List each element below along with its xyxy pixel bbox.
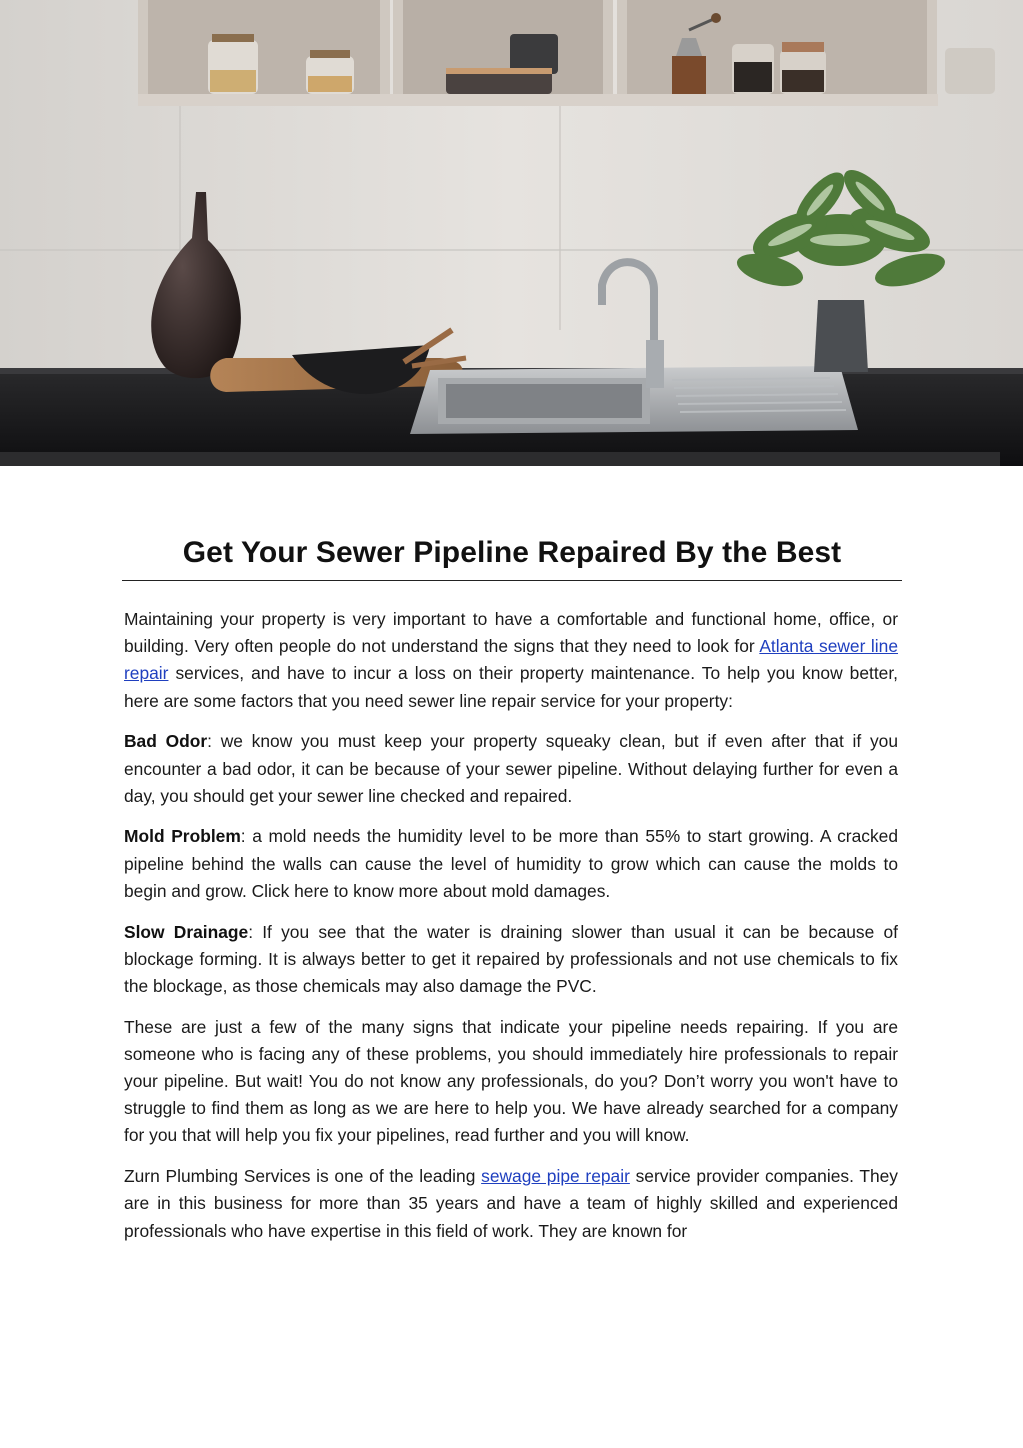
title-divider (122, 580, 902, 581)
intro-text-2: services, and have to incur a loss on their property maintenance. To help you know better, here are some factors that you need sewer line repair service for your property: (124, 663, 898, 711)
sign-term: Slow Drainage (124, 921, 249, 942)
article-title: Get Your Sewer Pipeline Repaired By the Best (182, 536, 842, 569)
zurn-text-2: service provider companies. They are in this business for more than 35 years and have a team of highly skilled and experienced professionals who have expertise in this field of work. They are known for (124, 1166, 898, 1241)
kitchen-sink-illustration (0, 0, 1023, 466)
atlanta-sewer-repair-link[interactable]: Atlanta sewer line repair (124, 636, 899, 684)
sign-text: : a mold needs the humidity level to be more than 55% to start growing. A cracked pipeline behind the walls can cause the level of humidity to grow which can cause the molds to begin and grow. Click here to know more about mold damages. (124, 826, 898, 901)
sign-mold-problem (124, 823, 898, 905)
hero-image (0, 0, 1023, 466)
sign-term: Bad Odor (124, 731, 208, 752)
article-body (124, 606, 898, 1258)
sign-text: : If you see that the water is draining slower than usual it can be because of blockage forming. It is always better to get it repaired by professionals and not use chemicals to fix the blockage, as those chemicals may also damage the PVC. (124, 921, 898, 996)
sign-slow-drainage (124, 919, 898, 1001)
zurn-text-1: Zurn Plumbing Services is one of the leading (124, 1166, 482, 1187)
intro-text-1: Maintaining your property is very important to have a comfortable and functional home, office, or building. Very often people do not understand the signs that they need to look for (124, 609, 898, 657)
zurn-paragraph (124, 1163, 898, 1245)
shelves (138, 0, 995, 106)
sign-term: Mold Problem (124, 826, 241, 847)
help-paragraph: These are just a few of the many signs that indicate your pipeline needs repairing. If you are someone who is facing any of these problems, you should immediately hire professionals to repair your pipeline. But wait! You do not know any professionals, do you? Don’t worry you won't have to struggle to find them as long as we are here to help you. We have already searched for a company for you that will help you fix your pipelines, read further and you will know. (124, 1016, 898, 1146)
sign-text: : we know you must keep your property squeaky clean, but if even after that if you encounter a bad odor, it can be because of your sewer pipeline. Without delaying further for even a day, you should get your sewer line checked and repaired. (124, 731, 898, 806)
intro-paragraph (124, 606, 898, 715)
sewage-pipe-repair-link[interactable]: sewage pipe repair (481, 1166, 630, 1187)
sign-bad-odor (124, 728, 898, 810)
